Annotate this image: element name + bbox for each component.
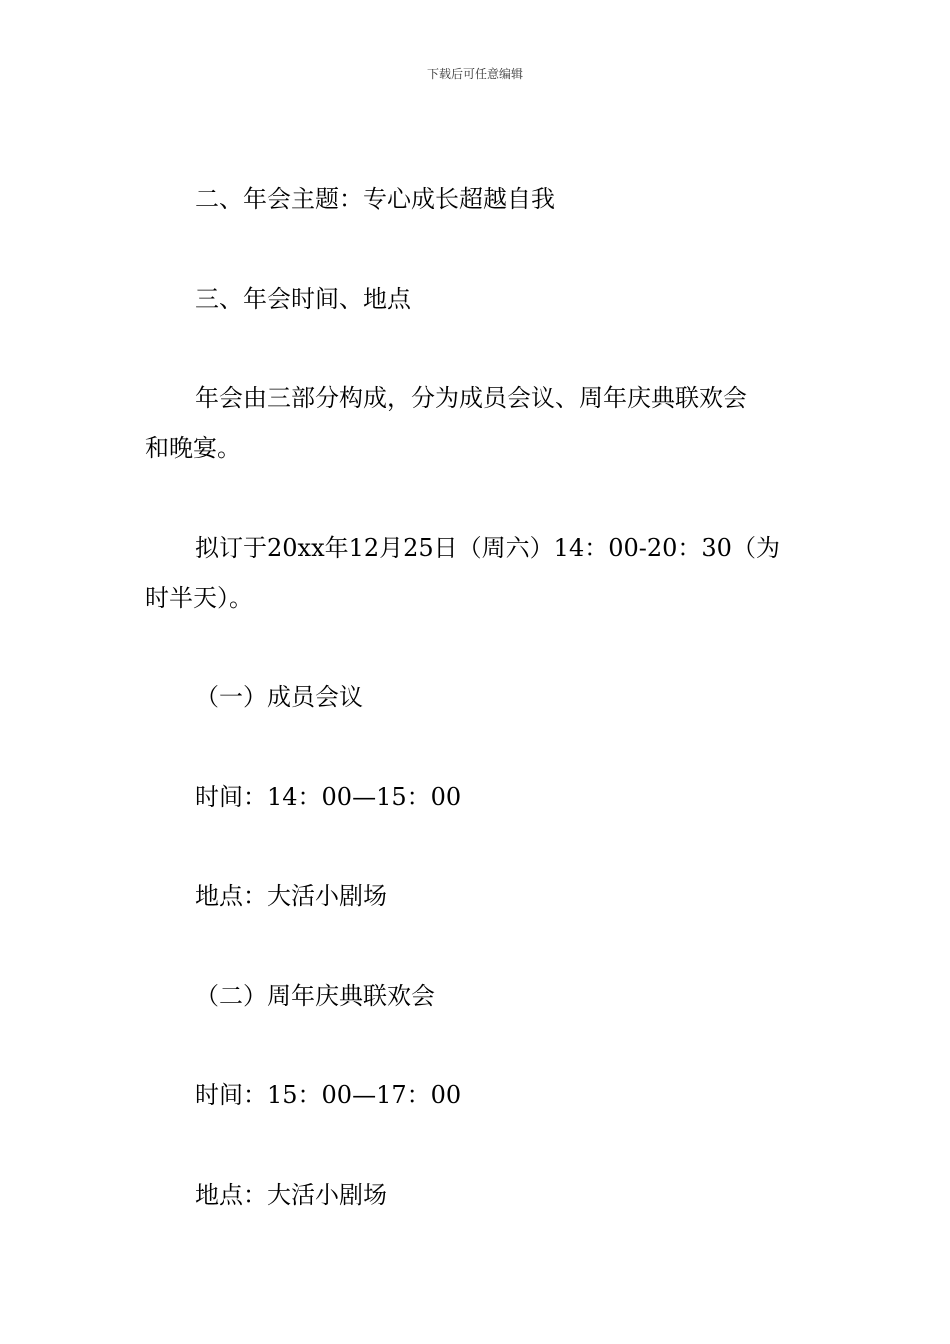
paragraph-structure-line-2: 和晚宴。 [145, 434, 241, 462]
section-theme-line: 二、年会主题：专心成长超越自我 [195, 185, 555, 213]
member-meeting-place: 地点：大活小剧场 [195, 882, 387, 910]
member-meeting-time: 时间：14：00—15：00 [195, 783, 462, 811]
paragraph-structure-line-1: 年会由三部分构成，分为成员会议、周年庆典联欢会 [195, 384, 747, 412]
subsection-anniversary-gala: （二）周年庆典联欢会 [195, 982, 435, 1010]
gala-time: 时间：15：00—17：00 [195, 1081, 462, 1109]
subsection-member-meeting: （一）成员会议 [195, 683, 363, 711]
gala-place: 地点：大活小剧场 [195, 1181, 387, 1209]
page-header: 下载后可任意编辑 [426, 67, 523, 81]
paragraph-date-line-2: 时半天）。 [145, 584, 253, 612]
section-time-place-heading: 三、年会时间、地点 [195, 285, 411, 313]
paragraph-date-line-1: 拟订于20xx年12月25日（周六）14：00-20：30（为 [195, 534, 780, 562]
